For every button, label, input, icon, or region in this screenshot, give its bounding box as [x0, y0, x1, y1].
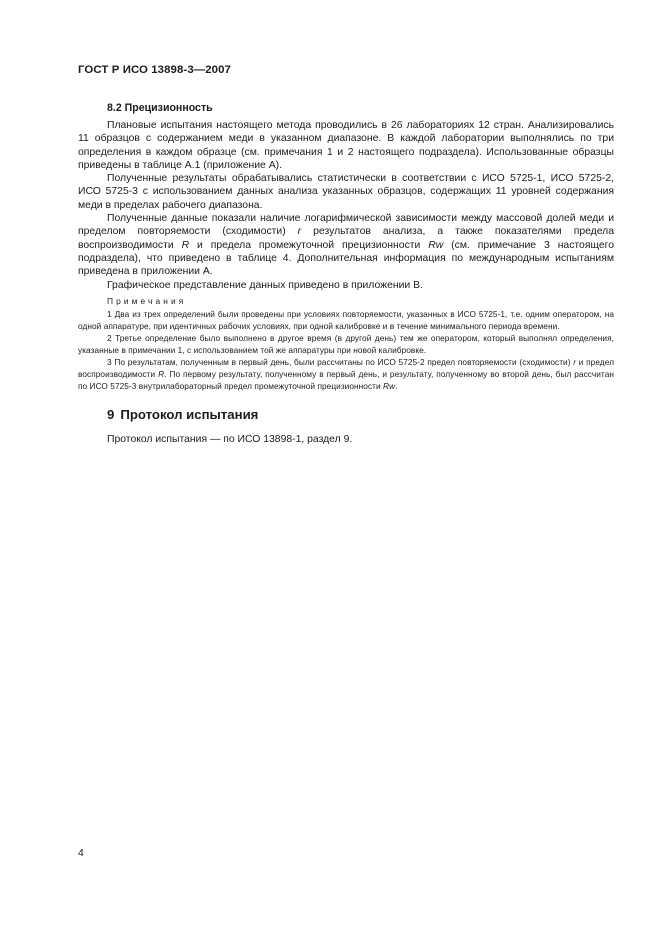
paragraph-3-text-b: результатов анализа, а также показателями предела воспроизводимости [78, 226, 615, 251]
page-number: 4 [78, 848, 84, 859]
chapter-text: Протокол испытания — по ИСО 13898-1, раздел 9. [107, 433, 353, 445]
paragraph-4: Графическое представление данных приведено в приложении В. [107, 279, 423, 291]
note-3-text-a: 3 По результатам, полученным в первый день, были рассчитаны по ИСО 5725-2 предел повторяемости (сходимости) [107, 357, 574, 368]
paragraph-3-text-a: Полученные данные показали наличие логарифмической зависимости между массовой долей меди и пределом повторяемости (сходимости) [78, 213, 614, 238]
chapter-title-text: Протокол испытания [120, 406, 259, 422]
symbol-Rw: Rw [428, 239, 444, 251]
main-content [78, 102, 614, 446]
note-1: 1 Два из трех определений были проведены при условиях повторяемости, указанных в ИСО 5725-1, т.е. одним оператором, на одной аппаратуре, при идентичных рабочих условиях, при одной калибровке и в течение минимального периода времени. [78, 308, 614, 331]
paragraph-1: Плановые испытания настоящего метода проводились в 26 лабораториях 12 стран. Анализировались 11 образцов с содержанием меди в указанном диапазоне. В каждой лаборатории выполнялись по три определения в каждом образце (см. примечания 1 и 2 настоящего подраздела). Использованные образцы приведены в таблице А.1 (приложение А). [78, 120, 614, 171]
note-symbol-Rw: Rw [383, 381, 396, 392]
notes-heading: Примечания [107, 295, 187, 306]
document-header: ГОСТ Р ИСО 13898-3—2007 [78, 64, 231, 76]
chapter-number: 9 [107, 406, 115, 422]
symbol-r: r [297, 226, 302, 238]
note-symbol-r: r [573, 357, 577, 368]
note-2: 2 Третье определение было выполнено в другое время (в другой день) тем же оператором, который выполнял определения, указанные в примечании 1, с использованием той же аппаратуры при новой калибровке. [78, 333, 614, 356]
note-3 [78, 356, 614, 392]
paragraph-3 [78, 212, 614, 278]
chapter-title [107, 407, 614, 423]
symbol-R: R [181, 239, 190, 251]
note-3-text-b: и предел воспроизводимости [78, 357, 614, 380]
paragraph-3-text-c: и предела промежуточной прецизионности [189, 239, 429, 251]
paragraph-2: Полученные результаты обрабатывались статистически в соответствии с ИСО 5725-1, ИСО 5725-2, ИСО 5725-3 с использованием данных анализа указанных образцов, содержащих 11 уровней содержания меди в пределах рабочего диапазона. [78, 173, 614, 211]
section-title: 8.2 Прецизионность [107, 102, 213, 114]
note-symbol-R: R [158, 369, 165, 380]
note-3-text-c: . По первому результату, полученному в первый день, и результату, полученному во второй день, был рассчитан по ИСО 5725-3 внутрилабораторный предел промежуточной прецизионности [78, 369, 614, 392]
paragraph-3-text-d: (см. примечание 3 настоящего подраздела), что приведено в таблице 4. Дополнительная информация по международным испытаниям приведена в приложении А. [78, 239, 615, 278]
note-3-text-d: . [395, 381, 398, 392]
